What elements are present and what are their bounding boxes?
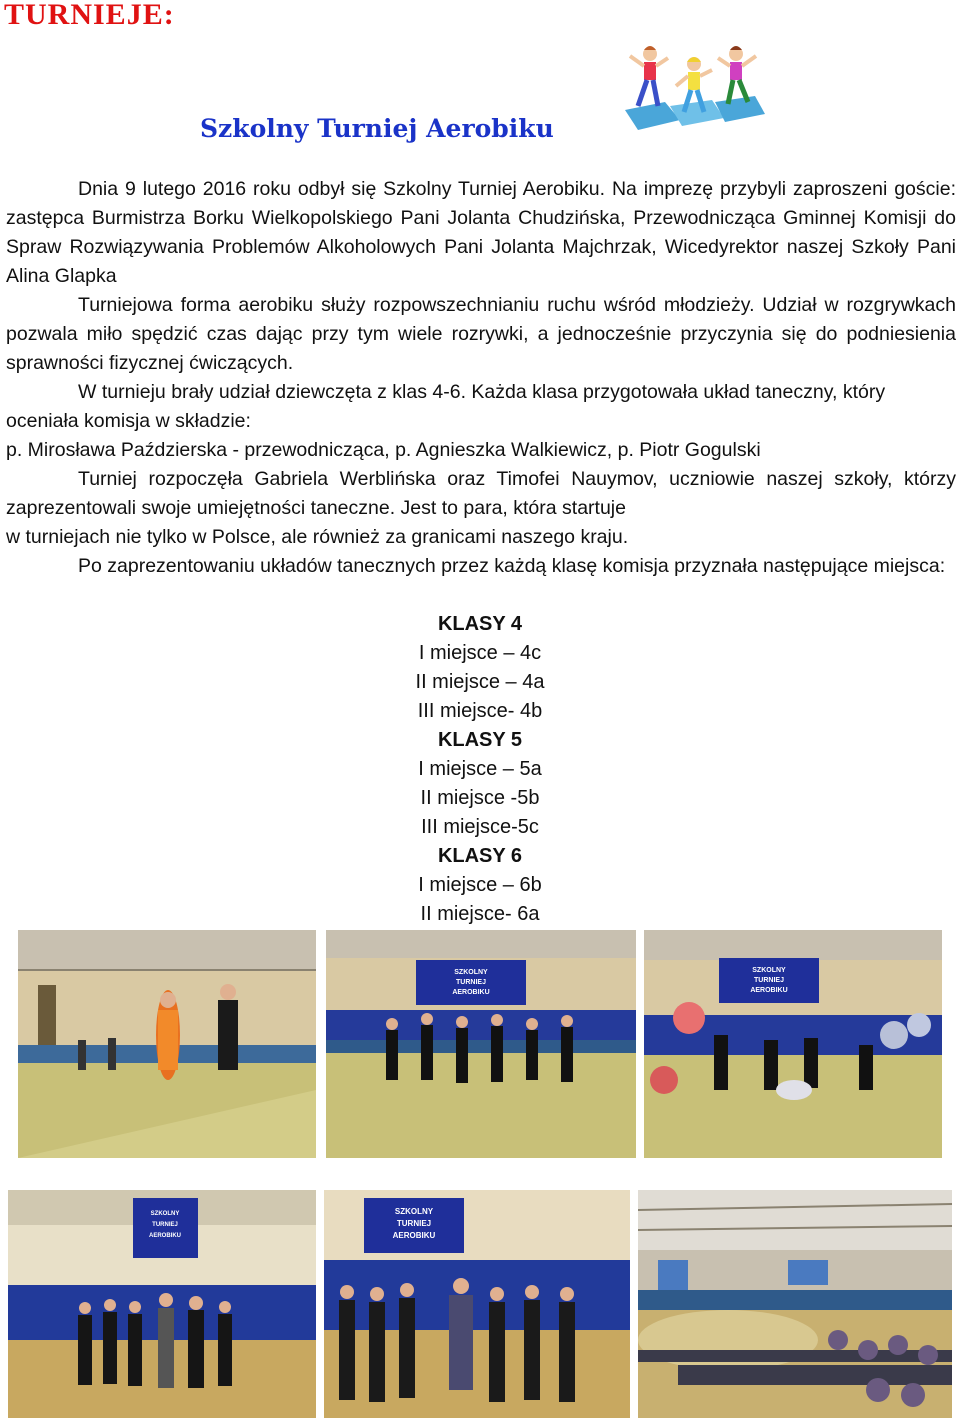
paragraph-purpose: Turniejowa forma aerobiku służy rozpowszechnianiu ruchu wśród młodzieży. Udział w rozgrywkach pozwala miło spędzić czas dając przy tym wiele rozrywki, a jednocześnie przyczynia się do podniesienia sprawności fizycznej ćwiczących. — [6, 294, 956, 374]
photo-pompon-dance — [644, 930, 942, 1158]
paragraph-results-intro: Po zaprezentowaniu układów tanecznych przez każdą klasę komisja przyznała następujące miejsca: — [78, 555, 946, 577]
paragraph-opening-cont: w turniejach nie tylko w Polsce, ale również za granicami naszego kraju. — [6, 526, 629, 548]
banner-text-line: AEROBIKU — [148, 1233, 182, 1239]
banner-text-line: TURNIEJ — [456, 979, 486, 986]
photo-group-performance — [326, 930, 636, 1158]
results-list — [330, 610, 630, 929]
banner-text-line: SZKOLNY — [454, 969, 488, 976]
result-item: II miejsce – 4a — [415, 671, 545, 693]
page-heading: TURNIEJE: — [4, 0, 175, 31]
result-item: I miejsce – 6b — [418, 874, 542, 896]
result-item: I miejsce – 4c — [418, 642, 542, 664]
photo-dancing-couple — [18, 930, 316, 1158]
aerobics-logo-icon — [620, 40, 765, 140]
banner-text-line: AEROBIKU — [392, 1231, 436, 1240]
article-title: Szkolny Turniej Aerobiku — [200, 114, 554, 143]
result-item: II miejsce- 6a — [420, 903, 540, 925]
result-item: II miejsce -5b — [420, 787, 540, 809]
photo-winners-lineup — [8, 1190, 316, 1418]
results-header-klasy5: KLASY 5 — [437, 729, 523, 751]
photo-gym-audience — [638, 1190, 952, 1418]
paragraph-opening: Turniej rozpoczęła Gabriela Werblińska oraz Timofei Nauymov, uczniowie naszej szkoły, którzy zaprezentowali swoje umiejętności taneczne. Jest to para, która startuje — [6, 468, 956, 519]
banner-text-line: SZKOLNY — [150, 1211, 180, 1217]
banner-text-line: TURNIEJ — [396, 1219, 432, 1228]
article-body — [6, 175, 956, 581]
banner-text-line: TURNIEJ — [754, 977, 784, 984]
results-header-klasy4: KLASY 4 — [437, 613, 523, 635]
result-item: III miejsce- 4b — [417, 700, 543, 722]
paragraph-intro: Dnia 9 lutego 2016 roku odbył się Szkolny Turniej Aerobiku. Na imprezę przybyli zaproszeni goście: zastępca Burmistrza Borku Wielkopolskiego Pani Jolanta Chudzińska, Przewodnicząca Gminnej Komisji do Spraw Rozwiązywania Problemów Alkoholowych Pani Jolanta Majchrzak, Wicedyrektor naszej Szkoły Pani Alina Glapka — [6, 178, 956, 287]
results-header-klasy6: KLASY 6 — [437, 845, 523, 867]
paragraph-participants: W turnieju brały udział dziewczęta z klas 4-6. Każda klasa przygotowała układ taneczny, który oceniała komisja w składzie: — [6, 381, 886, 432]
banner-text-line: SZKOLNY — [752, 967, 786, 974]
banner-text-line: AEROBIKU — [750, 987, 788, 994]
result-item: I miejsce – 5a — [418, 758, 542, 780]
result-item: III miejsce-5c — [421, 816, 539, 838]
banner-text-line: SZKOLNY — [394, 1207, 434, 1216]
banner-text-line: AEROBIKU — [452, 989, 490, 996]
paragraph-jury: p. Mirosława Paździerska - przewodnicząca, p. Agnieszka Walkiewicz, p. Piotr Gogulski — [6, 439, 761, 461]
photo-award-ceremony — [324, 1190, 630, 1418]
banner-text-line: TURNIEJ — [152, 1222, 178, 1228]
